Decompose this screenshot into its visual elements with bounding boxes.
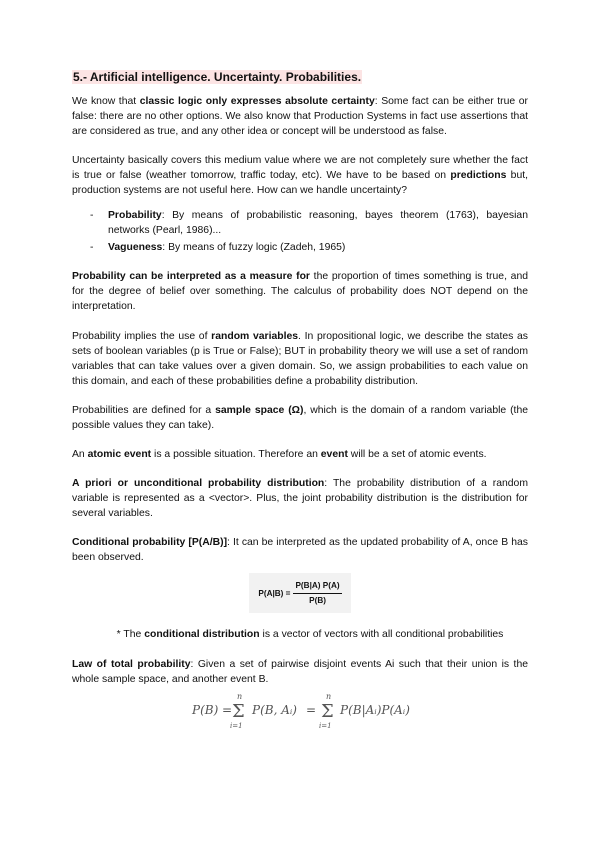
paragraph-atomic-event: An atomic event is a possible situation. Therefore an event will be a set of atomic events. [72, 449, 487, 460]
formula2-sum2-top: n [326, 691, 332, 701]
bayes-formula [249, 573, 351, 613]
formula2-sum2-bottom: i=1 [319, 721, 332, 730]
paragraph-sample-space: Probabilities are defined for a sample space (Ω), which is the domain of a random variable (the possible values they can take). [72, 404, 529, 431]
paragraph-uncertainty: Uncertainty basically covers this medium value where we are not completely sure whether the fact is true or false (weather tomorrow, traffic today, etc). We have to be based on predictions but, production systems are not useful here. How can we handle uncertainty? [72, 154, 529, 196]
formula-fraction [293, 580, 341, 607]
formula2-sum1-top: n [237, 691, 243, 701]
formula2-sum1-sigma: Σ [232, 700, 245, 722]
paragraph-classic-logic: We know that classic logic only expresses absolute certainty: Some fact can be either true or false: there are no other options. We also know that Production Systems in fact use assertions that are considered as true, and any other idea or concept will be understood as false. [72, 95, 528, 137]
total-probability-svg [72, 691, 528, 731]
formula2-term2: P(B|Aᵢ)P(Aᵢ) [340, 702, 410, 717]
paragraph-total-probability: Law of total probability: Given a set of pairwise disjoint events Ai such that their union is the whole sample space, and another event B. [72, 658, 529, 685]
conditional-distribution-note: * The conditional distribution is a vector of vectors with all conditional probabilities [116, 629, 504, 641]
formula2-eq2: = [306, 702, 317, 717]
formula-lhs: P(A|B) = [258, 588, 291, 598]
formula2-term1: P(B, Aᵢ) [252, 702, 297, 717]
paragraph-random-variables: Probability implies the use of random variables. In propositional logic, we describe the states as sets of boolean variables (p is True or False); BUT in probability theory we will use a set of random variables that can take values over a given domain. So, we assign probabilities to each value on this domain, and each of these probabilities define a probability distribution. [72, 330, 528, 387]
paragraph-conditional-probability: Conditional probability [P(A/B)]: It can be interpreted as the updated probability of A, once B has been observed. [72, 537, 528, 564]
paragraph-probability-measure: Probability can be interpreted as a measure for the proportion of times something is true, and for the degree of belief over something. The calculus of probability does NOT depend on the interpretation. [72, 271, 529, 313]
list-item-probability: - Probability: By means of probabilistic reasoning, bayes theorem (1763), bayesian networks (Pearl, 1986)... [72, 208, 528, 238]
section-heading: 5.- Artificial intelligence. Uncertainty. Probabilities. [73, 70, 362, 84]
document-content [72, 70, 529, 730]
total-probability-formula [72, 691, 528, 730]
formula-denominator: P(B) [309, 595, 326, 605]
formula2-sum1-bottom: i=1 [230, 721, 243, 730]
formula2-eq1: = [222, 702, 233, 717]
list-item-vagueness: - Vagueness: By means of fuzzy logic (Zadeh, 1965) [72, 240, 528, 255]
approaches-list [72, 208, 528, 255]
paragraph-apriori: A priori or unconditional probability distribution: The probability distribution of a random variable is represented as a <vector>. Plus, the joint probability distribution is the distribution for several variables. [72, 478, 528, 520]
formula2-sum2-sigma: Σ [321, 700, 334, 722]
formula-numerator: P(B|A) P(A) [293, 580, 341, 594]
formula2-lhs: P(B) [192, 702, 219, 717]
